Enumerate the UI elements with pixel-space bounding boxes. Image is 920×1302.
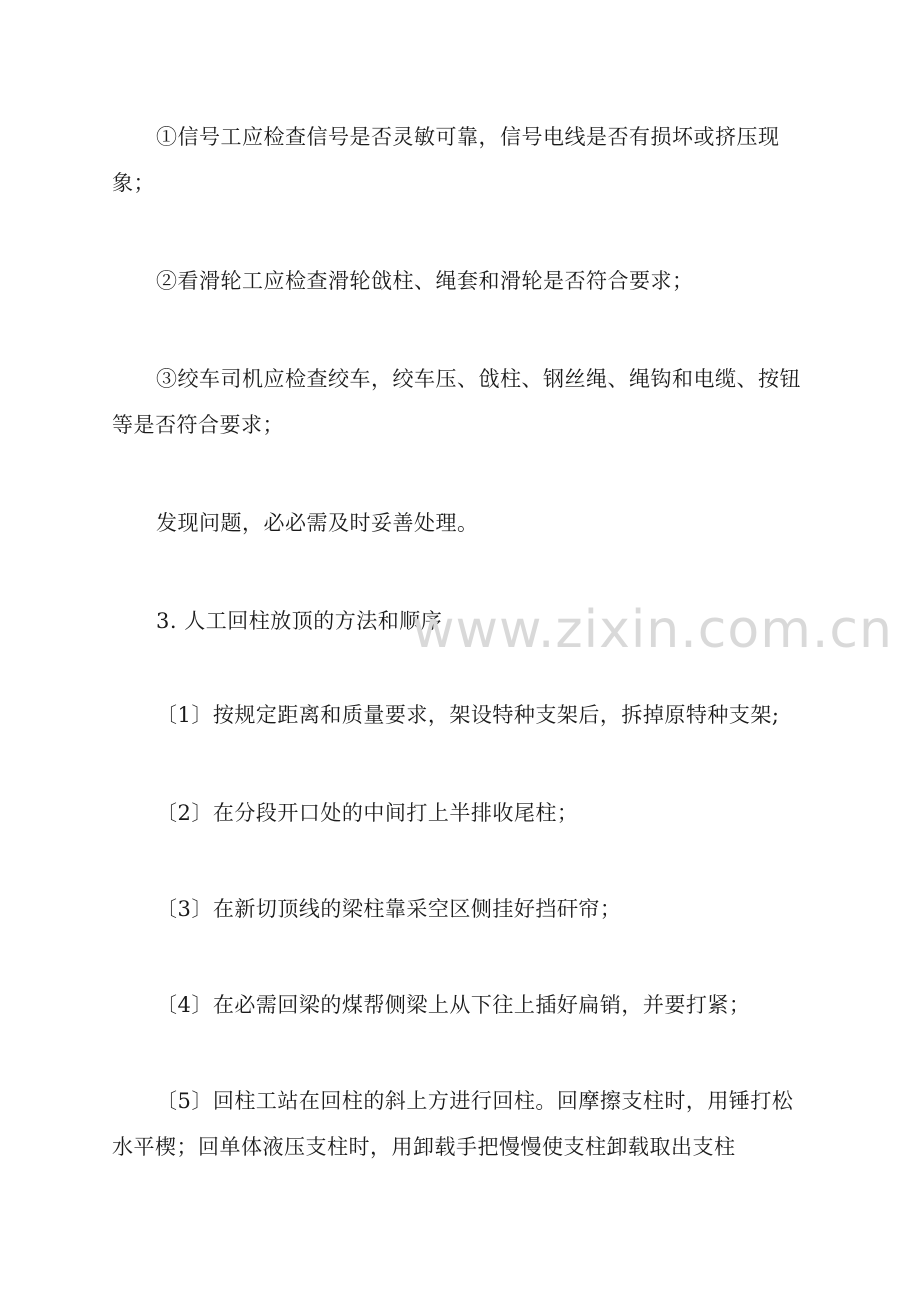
list-item-4: 〔4〕在必需回梁的煤帮侧梁上从下往上插好扁销，并要打紧； [156,993,751,1017]
paragraph-problem-handling: 发现问题，必必需及时妥善处理。 [156,511,479,535]
section-heading-method-order: 3. 人工回柱放顶的方法和顺序 [156,609,443,633]
watermark: www.zixin.com.cn [412,600,893,660]
paragraph-winch-driver: ③绞车司机应检查绞车，绞车压、戗柱、钢丝绳、绳钩和电缆、按钮等是否符合要求； [112,367,801,437]
paragraph-pulley-worker: ②看滑轮工应检查滑轮戗柱、绳套和滑轮是否符合要求； [156,269,694,293]
list-item-1: 〔1〕按规定距离和质量要求，架设特种支架后，拆掉原特种支架; [156,703,780,727]
list-item-3: 〔3〕在新切顶线的梁柱靠采空区侧挂好挡矸帘； [156,897,622,921]
list-item-2: 〔2〕在分段开口处的中间打上半排收尾柱； [156,801,579,825]
paragraph-signal-worker: ①信号工应检查信号是否灵敏可靠，信号电线是否有损坏或挤压现象； [112,125,780,195]
list-item-5: 〔5〕回柱工站在回柱的斜上方进行回柱。回摩擦支柱时，用锤打松水平楔；回单体液压支柱时，用卸载手把慢慢使支柱卸载取出支柱 [112,1089,794,1159]
